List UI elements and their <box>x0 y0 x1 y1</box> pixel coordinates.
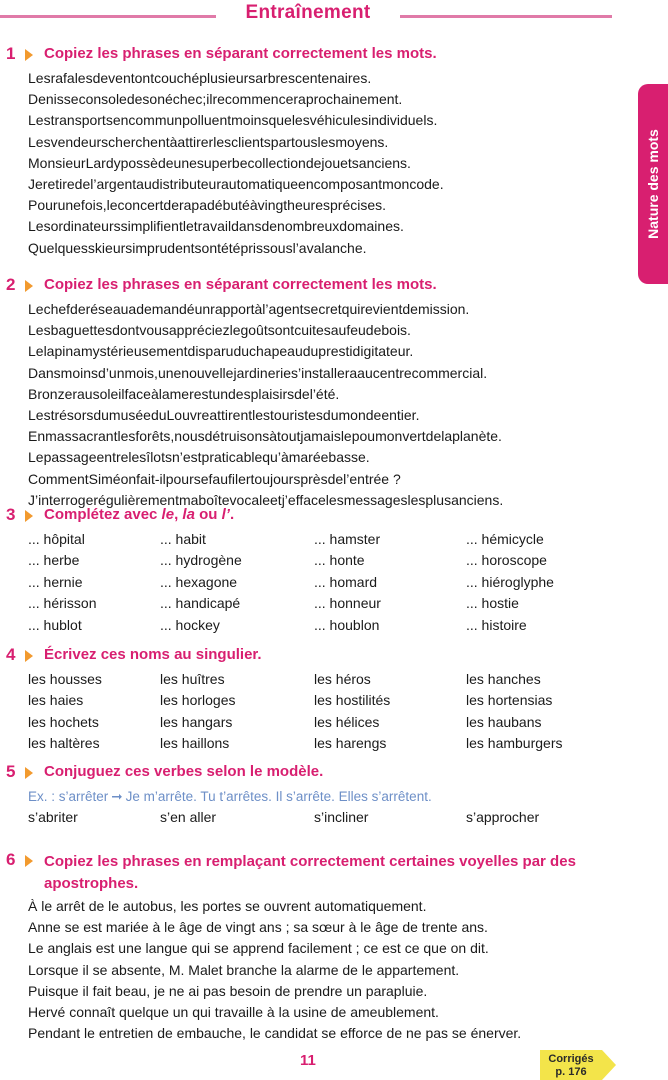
exercise-sentence: Puisque il fait beau, je ne ai pas besoin de prendre un parapluie. <box>28 982 428 999</box>
blank-word: ... herbe <box>28 552 80 569</box>
plural-noun: les hangars <box>160 713 233 730</box>
blank-word: ... houblon <box>314 616 380 633</box>
bullet-triangle-icon <box>25 650 33 662</box>
bullet-triangle-icon <box>25 280 33 292</box>
title-text: , <box>174 506 183 523</box>
title-article-l: l’ <box>221 506 230 523</box>
exercise-6 <box>0 850 636 1044</box>
exercise-sentence: LestrésorsdumuséeduLouvreattirentlestouristesdumondeentier. <box>28 407 420 424</box>
corriges-badge[interactable] <box>540 1050 602 1080</box>
bullet-triangle-icon <box>25 49 33 61</box>
exercise-title <box>44 506 234 523</box>
exercise-sentence: Quelquesskieursimprudentsontétéprissousl’avalanche. <box>28 239 367 256</box>
corriges-label: Corrigés <box>548 1053 594 1065</box>
blank-word: ... hexagone <box>160 573 238 590</box>
example-conjugation: Je m’arrête. Tu t’arrêtes. Il s’arrête. Elles s’arrêtent. <box>125 789 432 804</box>
title-text: . <box>229 506 235 523</box>
exercise-title: Conjuguez ces verbes selon le modèle. <box>44 763 324 780</box>
plural-noun: les hochets <box>28 713 99 730</box>
blank-word: ... hôpital <box>28 531 85 547</box>
exercise-sentence: À le arrêt de le autobus, les portes se ouvrent automatiquement. <box>28 898 427 914</box>
title-text: Complétez avec <box>44 506 162 523</box>
exercise-sentence: Pourunefois,leconcertderapadébutéàvingtheuresprécises. <box>28 197 387 214</box>
verb: s’abriter <box>28 809 78 825</box>
exercise-sentence: Hervé connaît quelque un qui travaille à la usine de ameublement. <box>28 1004 439 1021</box>
blank-word: ... histoire <box>466 616 527 633</box>
exercise-2 <box>0 275 636 508</box>
plural-noun: les hortensias <box>466 692 553 709</box>
exercise-title: Écrivez ces noms au singulier. <box>44 646 262 663</box>
exercise-sentence: Anne se est mariée à le âge de vingt ans ; sa sœur à le âge de trente ans. <box>28 919 488 936</box>
blank-word: ... handicapé <box>160 595 241 612</box>
header-rule-left <box>0 15 216 18</box>
plural-noun: les harengs <box>314 735 387 752</box>
blank-word: ... honte <box>314 552 365 569</box>
plural-noun: les hamburgers <box>466 735 563 752</box>
exercise-sentence: Dansmoinsd’unmois,unenouvellejardineries’installeraaucentrecommercial. <box>28 364 488 381</box>
exercise-sentence: Lorsque il se absente, M. Malet branche la alarme de le appartement. <box>28 961 460 978</box>
exercise-1 <box>0 44 636 275</box>
exercise-number: 6 <box>6 850 16 869</box>
bullet-triangle-icon <box>25 510 33 522</box>
blank-word: ... hostie <box>466 595 519 612</box>
exercise-sentence: Lelapinamystérieusementdisparuduchapeauduprestidigitateur. <box>28 343 414 360</box>
exercise-number: 5 <box>6 762 16 781</box>
exercise-sentence: Lesvendeurscherchentàattirerlesclientspartouslesmoyens. <box>28 133 389 150</box>
blank-word: ... horoscope <box>466 552 547 569</box>
corriges-arrow-icon <box>602 1050 616 1080</box>
corriges-page: p. 176 <box>555 1066 587 1078</box>
exercise-sentence: MonsieurLardypossèdeunesuperbecollectiondejouetsanciens. <box>28 154 411 171</box>
blank-word: ... hockey <box>160 616 220 633</box>
blank-word: ... hydrogène <box>160 552 242 569</box>
blank-word: ... honneur <box>314 595 381 612</box>
plural-noun: les haubans <box>466 713 542 730</box>
verb: s’en aller <box>160 809 217 825</box>
exercise-sentence: Pendant le entretien de embauche, le candidat se efforce de ne pas se énerver. <box>28 1025 522 1042</box>
header-rule-right <box>400 15 612 18</box>
exercise-sentence: Lesordinateurssimplifientletravaildansdenombreuxdomaines. <box>28 218 404 235</box>
plural-noun: les hélices <box>314 713 380 730</box>
page-number: 11 <box>300 1052 316 1069</box>
exercise-title: Copiez les phrases en séparant correctement les mots. <box>44 45 437 62</box>
noun-grid <box>28 669 636 755</box>
exercise-sentence: Jeretiredel’argentaudistributeurautomatiqueencomposantmoncode. <box>28 176 444 193</box>
exercise-3 <box>0 505 636 645</box>
exercise-sentence: Bronzerausoleilfaceàlamerestundesplaisirsdel’été. <box>28 385 340 402</box>
example-prefix: Ex. : s’arrêter <box>28 789 109 804</box>
plural-noun: les haillons <box>160 735 230 752</box>
plural-noun: les hostilités <box>314 692 391 709</box>
title-article-la: la <box>182 506 195 523</box>
blank-word: ... hamster <box>314 531 381 547</box>
exercise-sentence: Denisseconsoledesonéchec;ilrecommenceraprochainement. <box>28 91 403 108</box>
verb: s’incliner <box>314 809 369 825</box>
verb-grid <box>28 807 636 828</box>
exercise-4 <box>0 645 636 762</box>
plural-noun: les héros <box>314 671 371 687</box>
example-line <box>28 786 636 807</box>
exercise-sentence: Le anglais est une langue qui se apprend facilement ; ce est ce que on dit. <box>28 940 489 957</box>
exercise-number: 2 <box>6 275 16 294</box>
plural-noun: les haies <box>28 692 84 709</box>
blank-word: ... hublot <box>28 616 82 633</box>
exercise-sentence: CommentSiméonfait-ilpoursefaufilertoujoursprèsdel’entrée ? <box>28 470 401 487</box>
exercise-number: 1 <box>6 44 16 63</box>
exercise-title: Copiez les phrases en séparant correctement les mots. <box>44 276 437 293</box>
title-text: ou <box>194 506 222 523</box>
exercise-title: Copiez les phrases en remplaçant correctement certaines voyelles par des apostrophes. <box>44 853 576 892</box>
exercise-sentence: Lechefderéseauademandéunrapportàl’agentsecretquirevientdemission. <box>28 301 470 317</box>
exercise-sentence: Lesbaguettesdontvousappréciezlegoûtsontcuitesaufeudebois. <box>28 322 411 339</box>
side-tab <box>638 84 668 284</box>
blank-word: ... habit <box>160 531 206 547</box>
side-tab-label: Nature des mots <box>645 129 661 239</box>
exercise-number: 4 <box>6 645 16 664</box>
blank-word: ... hémicycle <box>466 531 544 547</box>
bullet-triangle-icon <box>25 767 33 779</box>
exercise-sentence: Lepassageentrelesîlotsn’estpraticablequ’àmaréebasse. <box>28 449 370 466</box>
exercise-sentence: Lesrafalesdeventontcouchéplusieursarbrescentenaires. <box>28 70 372 86</box>
blank-word: ... hiéroglyphe <box>466 573 554 590</box>
exercise-5 <box>0 762 636 850</box>
exercise-sentence: Enmassacrantlesforêts,nousdétruisonsàtoutjamaislepoumonvertdelaplanète. <box>28 428 502 445</box>
plural-noun: les huîtres <box>160 671 225 687</box>
plural-noun: les hanches <box>466 671 541 687</box>
bullet-triangle-icon <box>25 855 33 867</box>
plural-noun: les housses <box>28 671 102 687</box>
page-header <box>0 2 668 28</box>
title-article-le: le <box>161 506 175 523</box>
exercise-list <box>0 44 636 1044</box>
blank-word: ... hérisson <box>28 595 97 612</box>
page-title: Entraînement <box>245 2 371 23</box>
exercise-sentence: Lestransportsencommunpolluentmoinsquelesvéhiculesindividuels. <box>28 112 438 129</box>
blank-word: ... hernie <box>28 573 83 590</box>
arrow-right-icon: ➞ <box>111 789 123 804</box>
exercise-number: 3 <box>6 505 16 524</box>
exercise-sentence: J’interrogerégulièrementmaboîtevocaleetj’effacelesmessageslesplusanciens. <box>28 491 504 508</box>
blank-word: ... homard <box>314 573 378 590</box>
plural-noun: les haltères <box>28 735 100 752</box>
word-grid <box>28 529 636 636</box>
plural-noun: les horloges <box>160 692 236 709</box>
verb: s’approcher <box>466 809 540 825</box>
